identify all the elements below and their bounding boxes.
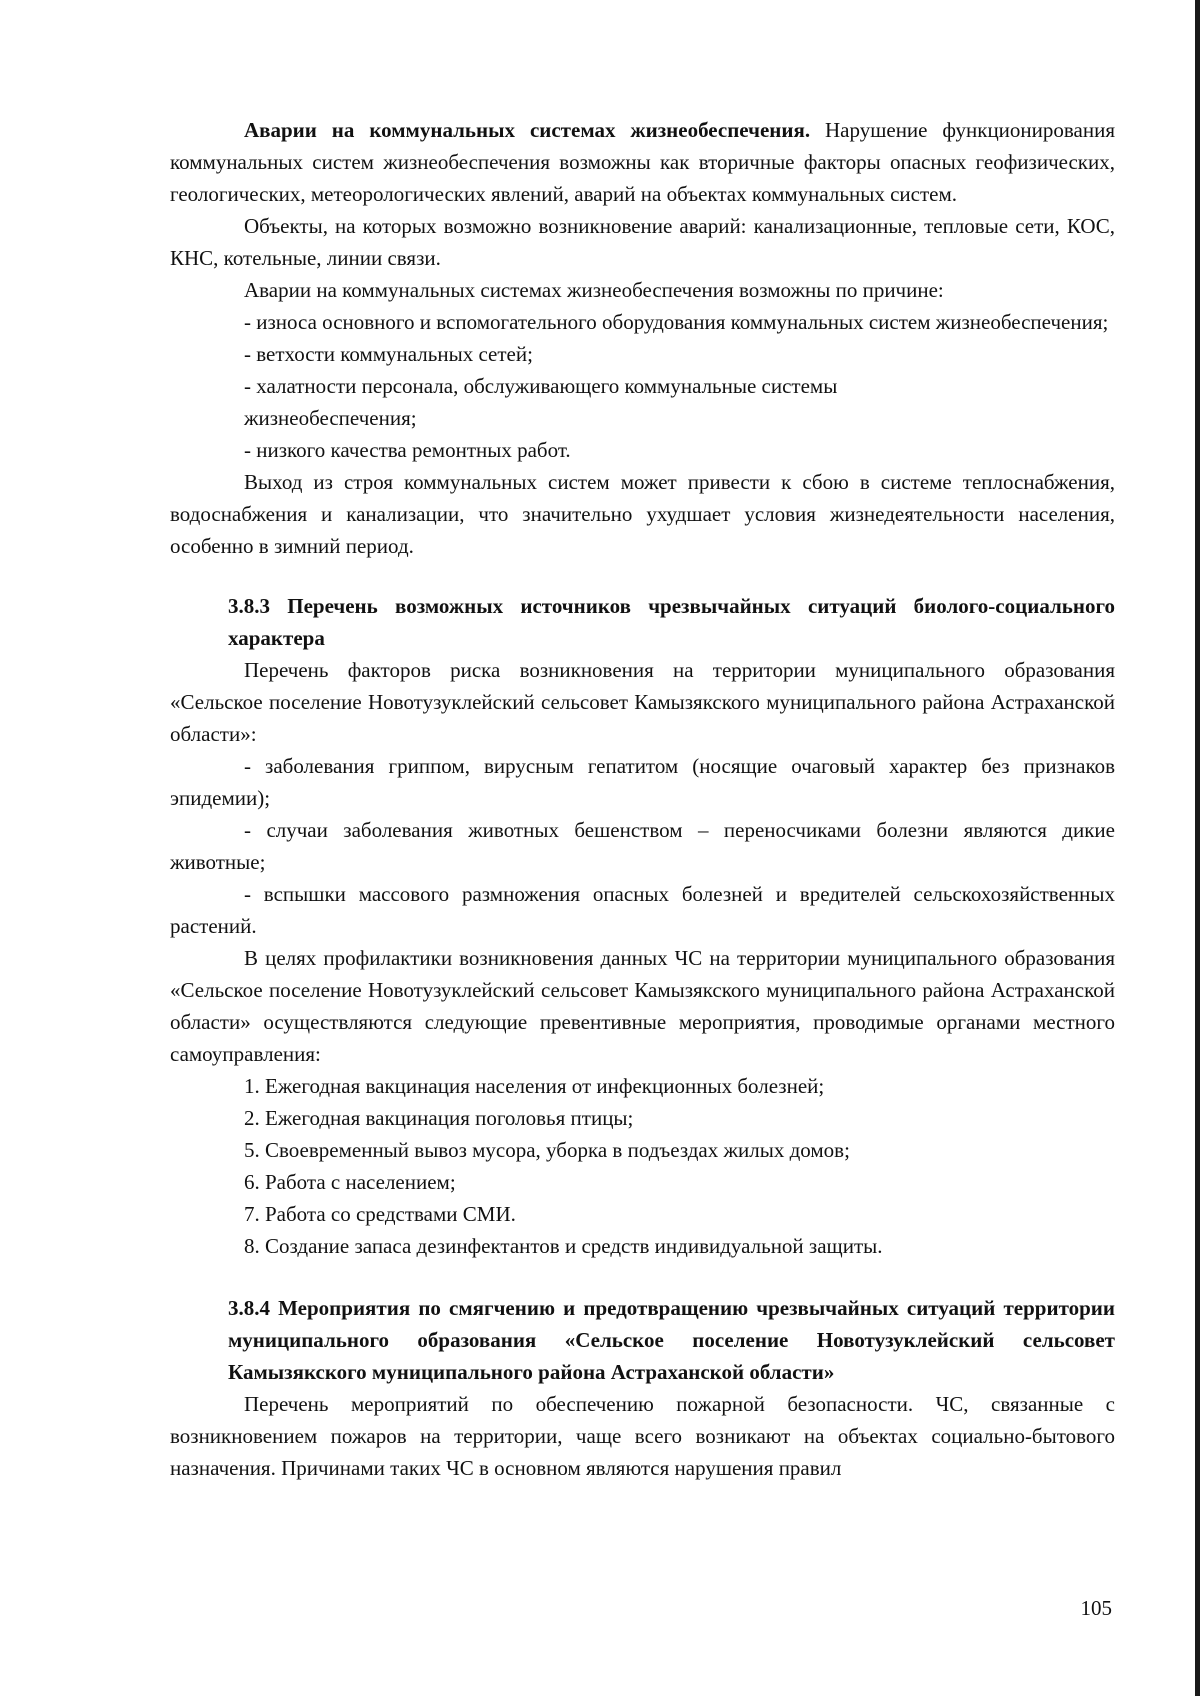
cause-item-3-line-2: жизнеобеспечения; xyxy=(244,406,417,430)
measures-list xyxy=(170,1070,1115,1262)
paragraph-bold-lead: Аварии на коммунальных системах жизнеобеспечения. xyxy=(244,118,811,142)
list-item: 6. Работа с населением; xyxy=(244,1170,456,1194)
paragraph-text: Нарушение функционирования коммунальных систем жизнеобеспечения возможны как вторичные факторы опасных геофизических, геологических, метеорологических явлений, аварий на объектах коммунальных систем. xyxy=(170,118,1115,206)
cause-item-4: - низкого качества ремонтных работ. xyxy=(244,438,571,462)
risk-item-1: - заболевания гриппом, вирусным гепатитом (носящие очаговый характер без признаков эпидемии); xyxy=(170,754,1115,810)
paragraph-prevention: В целях профилактики возникновения данных ЧС на территории муниципального образования «Сельское поселение Новотузуклейский сельсовет Камызякского муниципального района Астраханской области» осуществляются следующие превентивные мероприятия, проводимые органами местного самоуправления: xyxy=(170,946,1115,1066)
section-heading-3-8-3: 3.8.3 Перечень возможных источников чрезвычайных ситуаций биолого-социального характера xyxy=(228,594,1115,650)
page-edge-divider xyxy=(1195,0,1200,1696)
cause-item-3-line-1: - халатности персонала, обслуживающего коммунальные системы xyxy=(244,374,838,398)
page-number: 105 xyxy=(1080,1596,1112,1620)
risk-item-2: - случаи заболевания животных бешенством – переносчиками болезни являются дикие животные; xyxy=(170,818,1115,874)
list-item: 2. Ежегодная вакцинация поголовья птицы; xyxy=(244,1106,634,1130)
paragraph-risk-factors: Перечень факторов риска возникновения на территории муниципального образования «Сельское поселение Новотузуклейский сельсовет Камызякского муниципального района Астраханской области»: xyxy=(170,658,1115,746)
cause-item-1: - износа основного и вспомогательного оборудования коммунальных систем жизнеобеспечения; xyxy=(244,310,1109,334)
cause-item-2: - ветхости коммунальных сетей; xyxy=(244,342,533,366)
paragraph-objects: Объекты, на которых возможно возникновение аварий: канализационные, тепловые сети, КОС, КНС, котельные, линии связи. xyxy=(170,214,1115,270)
section-heading-3-8-4: 3.8.4 Мероприятия по смягчению и предотвращению чрезвычайных ситуаций территории муниципального образования «Сельское поселение Новотузуклейский сельсовет Камызякского муниципального района Астраханской области» xyxy=(228,1296,1115,1384)
list-item: 7. Работа со средствами СМИ. xyxy=(244,1202,516,1226)
paragraph-fire-safety: Перечень мероприятий по обеспечению пожарной безопасности. ЧС, связанные с возникновением пожаров на территории, чаще всего возникают на объектах социально-бытового назначения. Причинами таких ЧС в основном являются нарушения правил xyxy=(170,1392,1115,1480)
list-item: 8. Создание запаса дезинфектантов и средств индивидуальной защиты. xyxy=(244,1234,883,1258)
risk-item-3: - вспышки массового размножения опасных болезней и вредителей сельскохозяйственных растений. xyxy=(170,882,1115,938)
paragraph-consequences: Выход из строя коммунальных систем может привести к сбою в системе теплоснабжения, водоснабжения и канализации, что значительно ухудшает условия жизнедеятельности населения, особенно в зимний период. xyxy=(170,470,1115,558)
paragraph-causes-intro: Аварии на коммунальных системах жизнеобеспечения возможны по причине: xyxy=(244,278,944,302)
paragraph-utility-accidents xyxy=(170,114,1115,210)
list-item: 1. Ежегодная вакцинация населения от инфекционных болезней; xyxy=(244,1074,825,1098)
page-content xyxy=(170,114,1115,1484)
list-item: 5. Своевременный вывоз мусора, уборка в подъездах жилых домов; xyxy=(244,1138,850,1162)
